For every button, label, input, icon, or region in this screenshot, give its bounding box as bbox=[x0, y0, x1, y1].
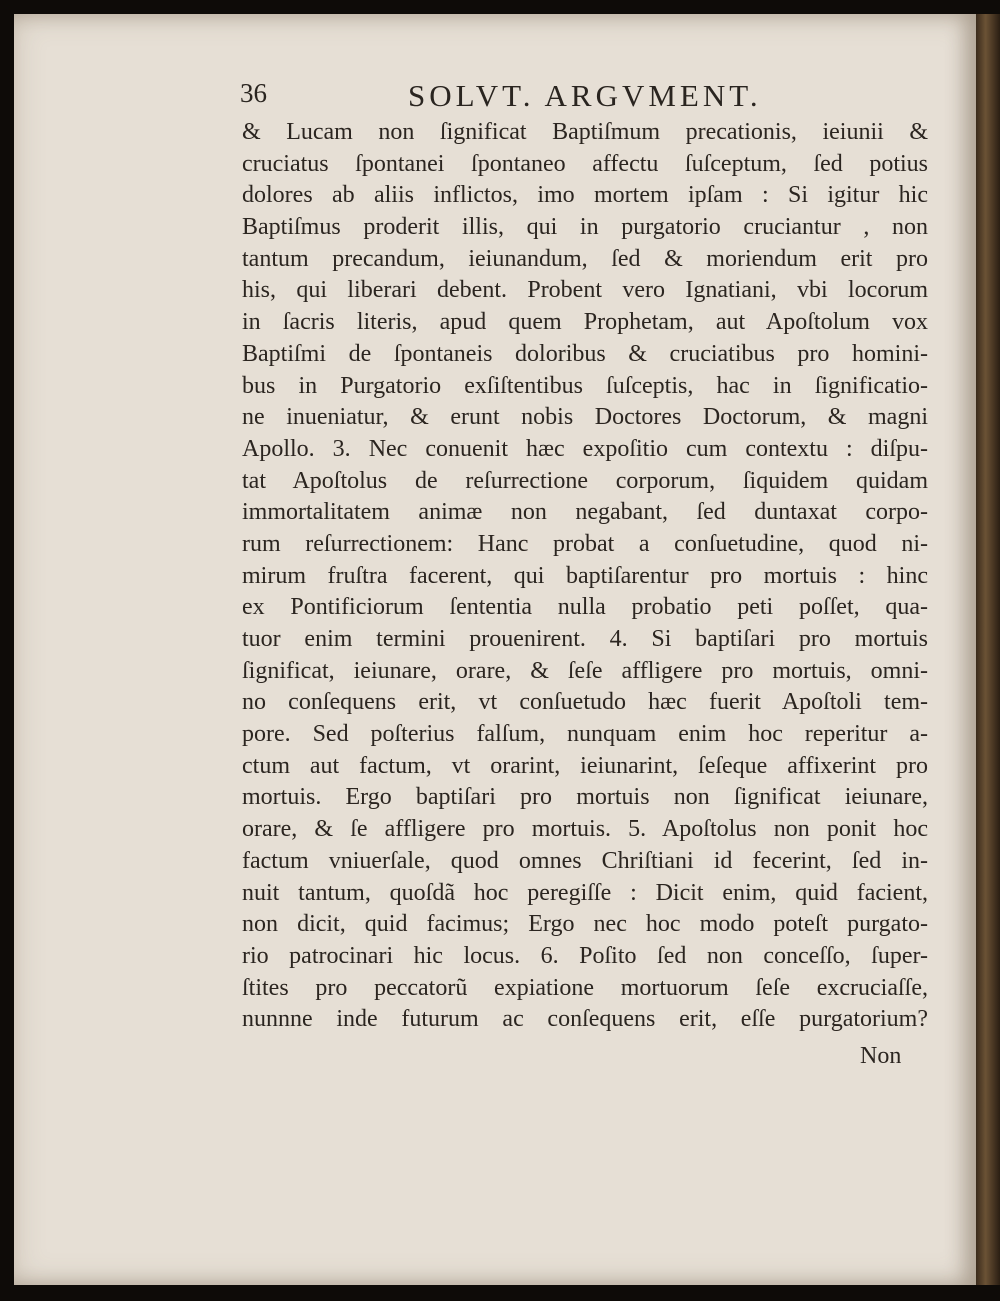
text-line: ctum aut factum, vt orarint, ieiunarint, ſeſeque affixerint pro bbox=[242, 752, 928, 779]
text-line: in ſacris literis, apud quem Prophetam, aut Apoſtolum vox bbox=[242, 309, 928, 336]
text-line: rio patrocinari hic locus. 6. Poſito ſed non conceſſo, ſuper- bbox=[242, 942, 928, 969]
text-line: rum reſurrectionem: Hanc probat a conſuetudine, quod ni- bbox=[242, 530, 928, 557]
text-line: no conſequens erit, vt conſuetudo hæc fuerit Apoſtoli tem- bbox=[242, 689, 928, 716]
text-line: ne inueniatur, & erunt nobis Doctores Doctorum, & magni bbox=[242, 404, 928, 431]
text-line: his, qui liberari debent. Probent vero Ignatiani, vbi locorum bbox=[242, 277, 928, 304]
catchword: Non bbox=[860, 1043, 902, 1069]
text-line: tantum precandum, ieiunandum, ſed & moriendum erit pro bbox=[242, 245, 928, 272]
text-line: nunnne inde futurum ac conſequens erit, eſſe purgatorium? bbox=[242, 1006, 928, 1033]
text-line: non dicit, quid facimus; Ergo nec hoc modo poteſt purgato- bbox=[242, 911, 928, 938]
text-line: orare, & ſe affligere pro mortuis. 5. Apoſtolus non ponit hoc bbox=[242, 816, 928, 843]
text-line: Baptiſmus proderit illis, qui in purgatorio cruciantur , non bbox=[242, 214, 928, 241]
text-line: immortalitatem animæ non negabant, ſed duntaxat corpo- bbox=[242, 499, 928, 526]
text-line: ex Pontificiorum ſententia nulla probatio peti poſſet, qua- bbox=[242, 594, 928, 621]
running-title: SOLVT. ARGVMENT. bbox=[408, 78, 762, 113]
text-line: tuor enim termini prouenirent. 4. Si baptiſari pro mortuis bbox=[242, 626, 928, 652]
text-line: mortuis. Ergo baptiſari pro mortuis non ſignificat ieiunare, bbox=[242, 784, 928, 811]
page-edge bbox=[976, 14, 1000, 1285]
text-line: dolores ab aliis inflictos, imo mortem ipſam : Si igitur hic bbox=[242, 182, 928, 209]
running-head bbox=[232, 78, 792, 118]
text-line: factum vniuerſale, quod omnes Chriſtiani id fecerint, ſed in- bbox=[242, 847, 928, 874]
text-line: Baptiſmi de ſpontaneis doloribus & cruciatibus pro homini- bbox=[242, 340, 928, 367]
text-line: cruciatus ſpontanei ſpontaneo affectu ſuſceptum, ſed potius bbox=[242, 150, 928, 177]
text-line: Apollo. 3. Nec conuenit hæc expoſitio cum contextu : diſpu- bbox=[242, 435, 928, 462]
page-number: 36 bbox=[240, 78, 267, 108]
text-line: ſtites pro peccatorũ expiatione mortuorum ſeſe excruciaſſe, bbox=[242, 974, 928, 1001]
text-line: tat Apoſtolus de reſurrectione corporum, ſiquidem quidam bbox=[242, 467, 928, 494]
body-text bbox=[242, 117, 928, 1036]
text-line: ſignificat, ieiunare, orare, & ſeſe affligere pro mortuis, omni- bbox=[242, 657, 928, 684]
text-line: & Lucam non ſignificat Baptiſmum precationis, ieiunii & bbox=[242, 119, 928, 145]
text-line: nuit tantum, quoſdã hoc peregiſſe : Dicit enim, quid facient, bbox=[242, 879, 928, 906]
text-line: bus in Purgatorio exſiſtentibus ſuſceptis, hac in ſignificatio- bbox=[242, 372, 928, 399]
text-line: mirum fruſtra facerent, qui baptiſarentur pro mortuis : hinc bbox=[242, 562, 928, 589]
text-line: pore. Sed poſterius falſum, nunquam enim hoc reperitur a- bbox=[242, 721, 928, 748]
